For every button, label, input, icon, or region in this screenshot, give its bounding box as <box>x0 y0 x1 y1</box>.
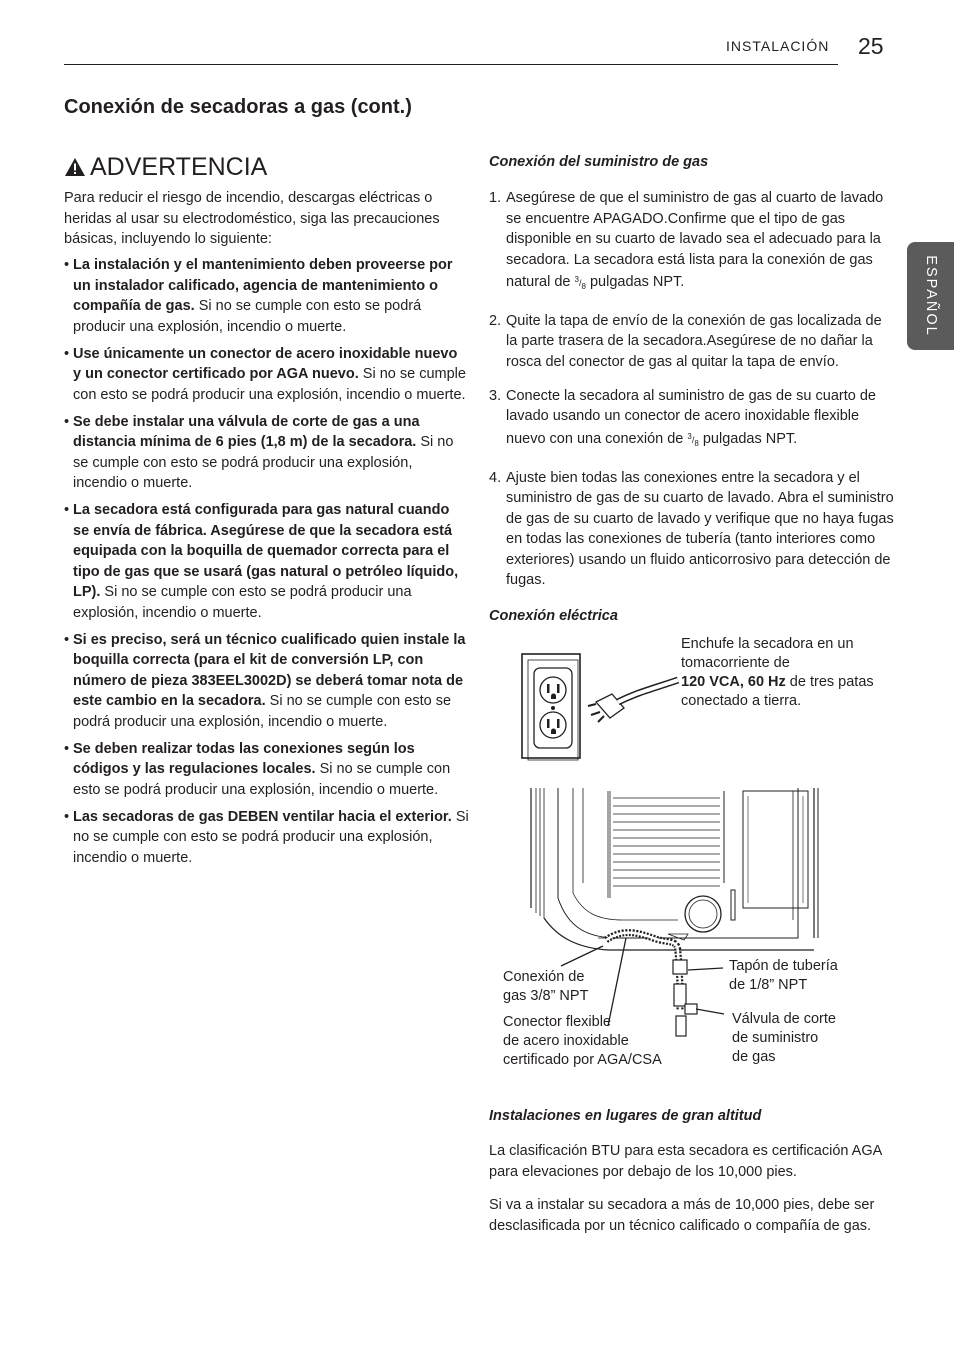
language-tab-label: ESPAÑOL <box>923 255 939 337</box>
electrical-caption <box>681 635 896 711</box>
gas-step-text-after: pulgadas NPT. <box>698 430 798 447</box>
gas-step-text: Quite la tapa de envío de la conexión de gas localizada de la parte trasera de la secadora.Asegúrese de no dañar la rosca del conector de gas al quitar la tapa de envío. <box>506 312 882 370</box>
warning-item-bold: Se debe instalar una válvula de corte de gas a una distancia mínima de 6 pies (1,8 m) de la secadora. <box>73 413 420 450</box>
outlet-plug-illustration <box>520 652 680 762</box>
page-number: 25 <box>858 33 884 59</box>
warning-item-text: Si no se cumple con esto se podrá producir una explosión, incendio o muerte. <box>73 584 412 621</box>
warning-item-bold: La secadora está configurada para gas natural cuando se envía de fábrica. Asegúrese de que la secadora está equipada con la boquilla de quemador correcta para el tipo de gas que se usará (gas natural o petróleo líquido, LP). <box>73 502 459 600</box>
fraction: $^3/_8$ <box>574 275 586 291</box>
gas-step-number: 1. <box>489 190 502 206</box>
label-pipe-plug <box>729 957 838 995</box>
language-tab <box>907 242 954 350</box>
warning-item-bold: La instalación y el mantenimiento deben proveerse por un instalador calificado, agencia de mantenimiento o compañía de gas. <box>73 257 453 314</box>
warning-item <box>64 630 469 733</box>
warning-title: ADVERTENCIA <box>90 153 268 181</box>
label-pipe-plug-line2: de 1/8” NPT <box>729 977 808 993</box>
warning-item <box>64 500 469 623</box>
gas-step <box>489 311 894 373</box>
gas-step-text: Asegúrese de que el suministro de gas al cuarto de lavado se encuentre APAGADO.Confirme que el tipo de gas disponible en su cuarto de lavado sea el adecuado para la secadora. La secadora está lista para la conexión de gas natural de <box>506 190 884 290</box>
label-gas-connection-line2: gas 3/8” NPT <box>503 988 589 1004</box>
warning-item <box>64 412 469 494</box>
label-shutoff-valve-line3: de gas <box>732 1049 776 1065</box>
altitude-heading: Instalaciones en lugares de gran altitud <box>489 1108 762 1124</box>
fraction: $^3/_8$ <box>687 431 699 448</box>
label-pipe-plug-line1: Tapón de tubería <box>729 958 838 974</box>
warning-item-bold: Se deben realizar todas las conexiones según los códigos y las regulaciones locales. <box>73 740 415 777</box>
warning-item-bold: Las secadoras de gas DEBEN ventilar hacia el exterior. <box>73 808 452 825</box>
label-flex-connector-line1: Conector flexible <box>503 1014 611 1030</box>
fraction-numerator: 3 <box>687 431 692 441</box>
header-divider <box>64 64 838 65</box>
label-flex-connector-line3: certificado por AGA/CSA <box>503 1052 662 1068</box>
label-flex-connector-line2: de acero inoxidable <box>503 1033 629 1049</box>
gas-step <box>489 468 894 591</box>
warning-item-bold: Use únicamente un conector de acero inoxidable nuevo y un conector certificado por AGA nuevo. <box>73 345 458 382</box>
label-flex-connector <box>503 1013 662 1070</box>
electrical-caption-pre: Enchufe la secadora en un tomacorriente de <box>681 636 854 671</box>
warning-item-text: Si no se cumple con esto se podrá producir una explosión, incendio o muerte. <box>73 366 466 403</box>
altitude-paragraph-2: Si va a instalar su secadora a más de 10,000 pies, debe ser desclasificada por un técnico calificado o compañía de gas. <box>489 1197 875 1234</box>
gas-step-text: Conecte la secadora al suministro de gas de su cuarto de lavado usando un conector de acero inoxidable flexible nuevo con una conexión de <box>506 387 876 447</box>
warning-item-text: Si no se cumple con esto se podrá producir una explosión, incendio o muerte. <box>73 298 422 335</box>
electrical-heading: Conexión eléctrica <box>489 608 618 624</box>
warning-item <box>64 344 469 406</box>
fraction-denominator: 8 <box>694 438 699 448</box>
gas-step-number: 4. <box>489 469 502 486</box>
header-section-label: INSTALACIÓN <box>726 38 830 54</box>
section-title: Conexión de secadoras a gas (cont.) <box>64 96 412 118</box>
gas-supply-steps <box>489 188 894 604</box>
warning-list <box>64 255 469 875</box>
gas-step <box>489 386 894 454</box>
gas-step-text: Ajuste bien todas las conexiones entre la secadora y el suministro de gas de su cuarto de lavado. Abra el suministro de gas de su cuarto de lavado y verifique que no haya fugas en todas las conexiones de tubería (tanto interiores como exteriores) usando un fluido anticorrosivo para detección de fugas. <box>506 469 894 589</box>
warning-triangle-icon <box>64 157 86 177</box>
gas-supply-heading: Conexión del suministro de gas <box>489 154 709 170</box>
warning-item-text: Si no se cumple con esto se podrá producir una explosión, incendio o muerte. <box>73 434 454 491</box>
warning-intro: Para reducir el riesgo de incendio, descargas eléctricas o heridas al usar su electrodoméstico, siga las precauciones básicas, incluyendo lo siguiente: <box>64 190 440 247</box>
warning-item <box>64 807 469 869</box>
warning-item-text: Si no se cumple con esto se podrá producir una explosión, incendio o muerte. <box>73 761 451 798</box>
gas-step-number: 3. <box>489 387 502 404</box>
gas-step <box>489 188 894 297</box>
label-gas-connection-line1: Conexión de <box>503 969 585 985</box>
warning-item-text: Si no se cumple con esto se podrá producir una explosión, incendio o muerte. <box>73 693 452 730</box>
gas-step-number: 2. <box>489 312 502 329</box>
warning-item-text: Si no se cumple con esto se podrá producir una explosión, incendio o muerte. <box>73 808 469 866</box>
gas-step-text-after: pulgadas NPT. <box>585 274 685 290</box>
warning-item <box>64 255 469 337</box>
label-shutoff-valve <box>732 1010 836 1067</box>
label-shutoff-valve-line2: de suministro <box>732 1030 819 1046</box>
electrical-caption-post: de tres patas conectado a tierra. <box>681 674 874 709</box>
warning-item <box>64 739 469 801</box>
fraction-denominator: 8 <box>581 281 586 291</box>
warning-heading <box>64 152 267 182</box>
warning-item-bold: Si es preciso, será un técnico cualificado quien instale la boquilla correcta (para el kit de conversión LP, con número de pieza 383EEL3002D) se deberá tomar nota de este cambio en la secadora. <box>73 631 466 709</box>
altitude-paragraph-1: La clasificación BTU para esta secadora es certificación AGA para elevaciones por debajo de los 10,000 pies. <box>489 1143 882 1180</box>
fraction-numerator: 3 <box>574 275 579 284</box>
label-gas-connection <box>503 968 588 1006</box>
electrical-caption-bold: 120 VCA, 60 Hz <box>681 674 786 690</box>
label-shutoff-valve-line1: Válvula de corte <box>732 1011 836 1027</box>
